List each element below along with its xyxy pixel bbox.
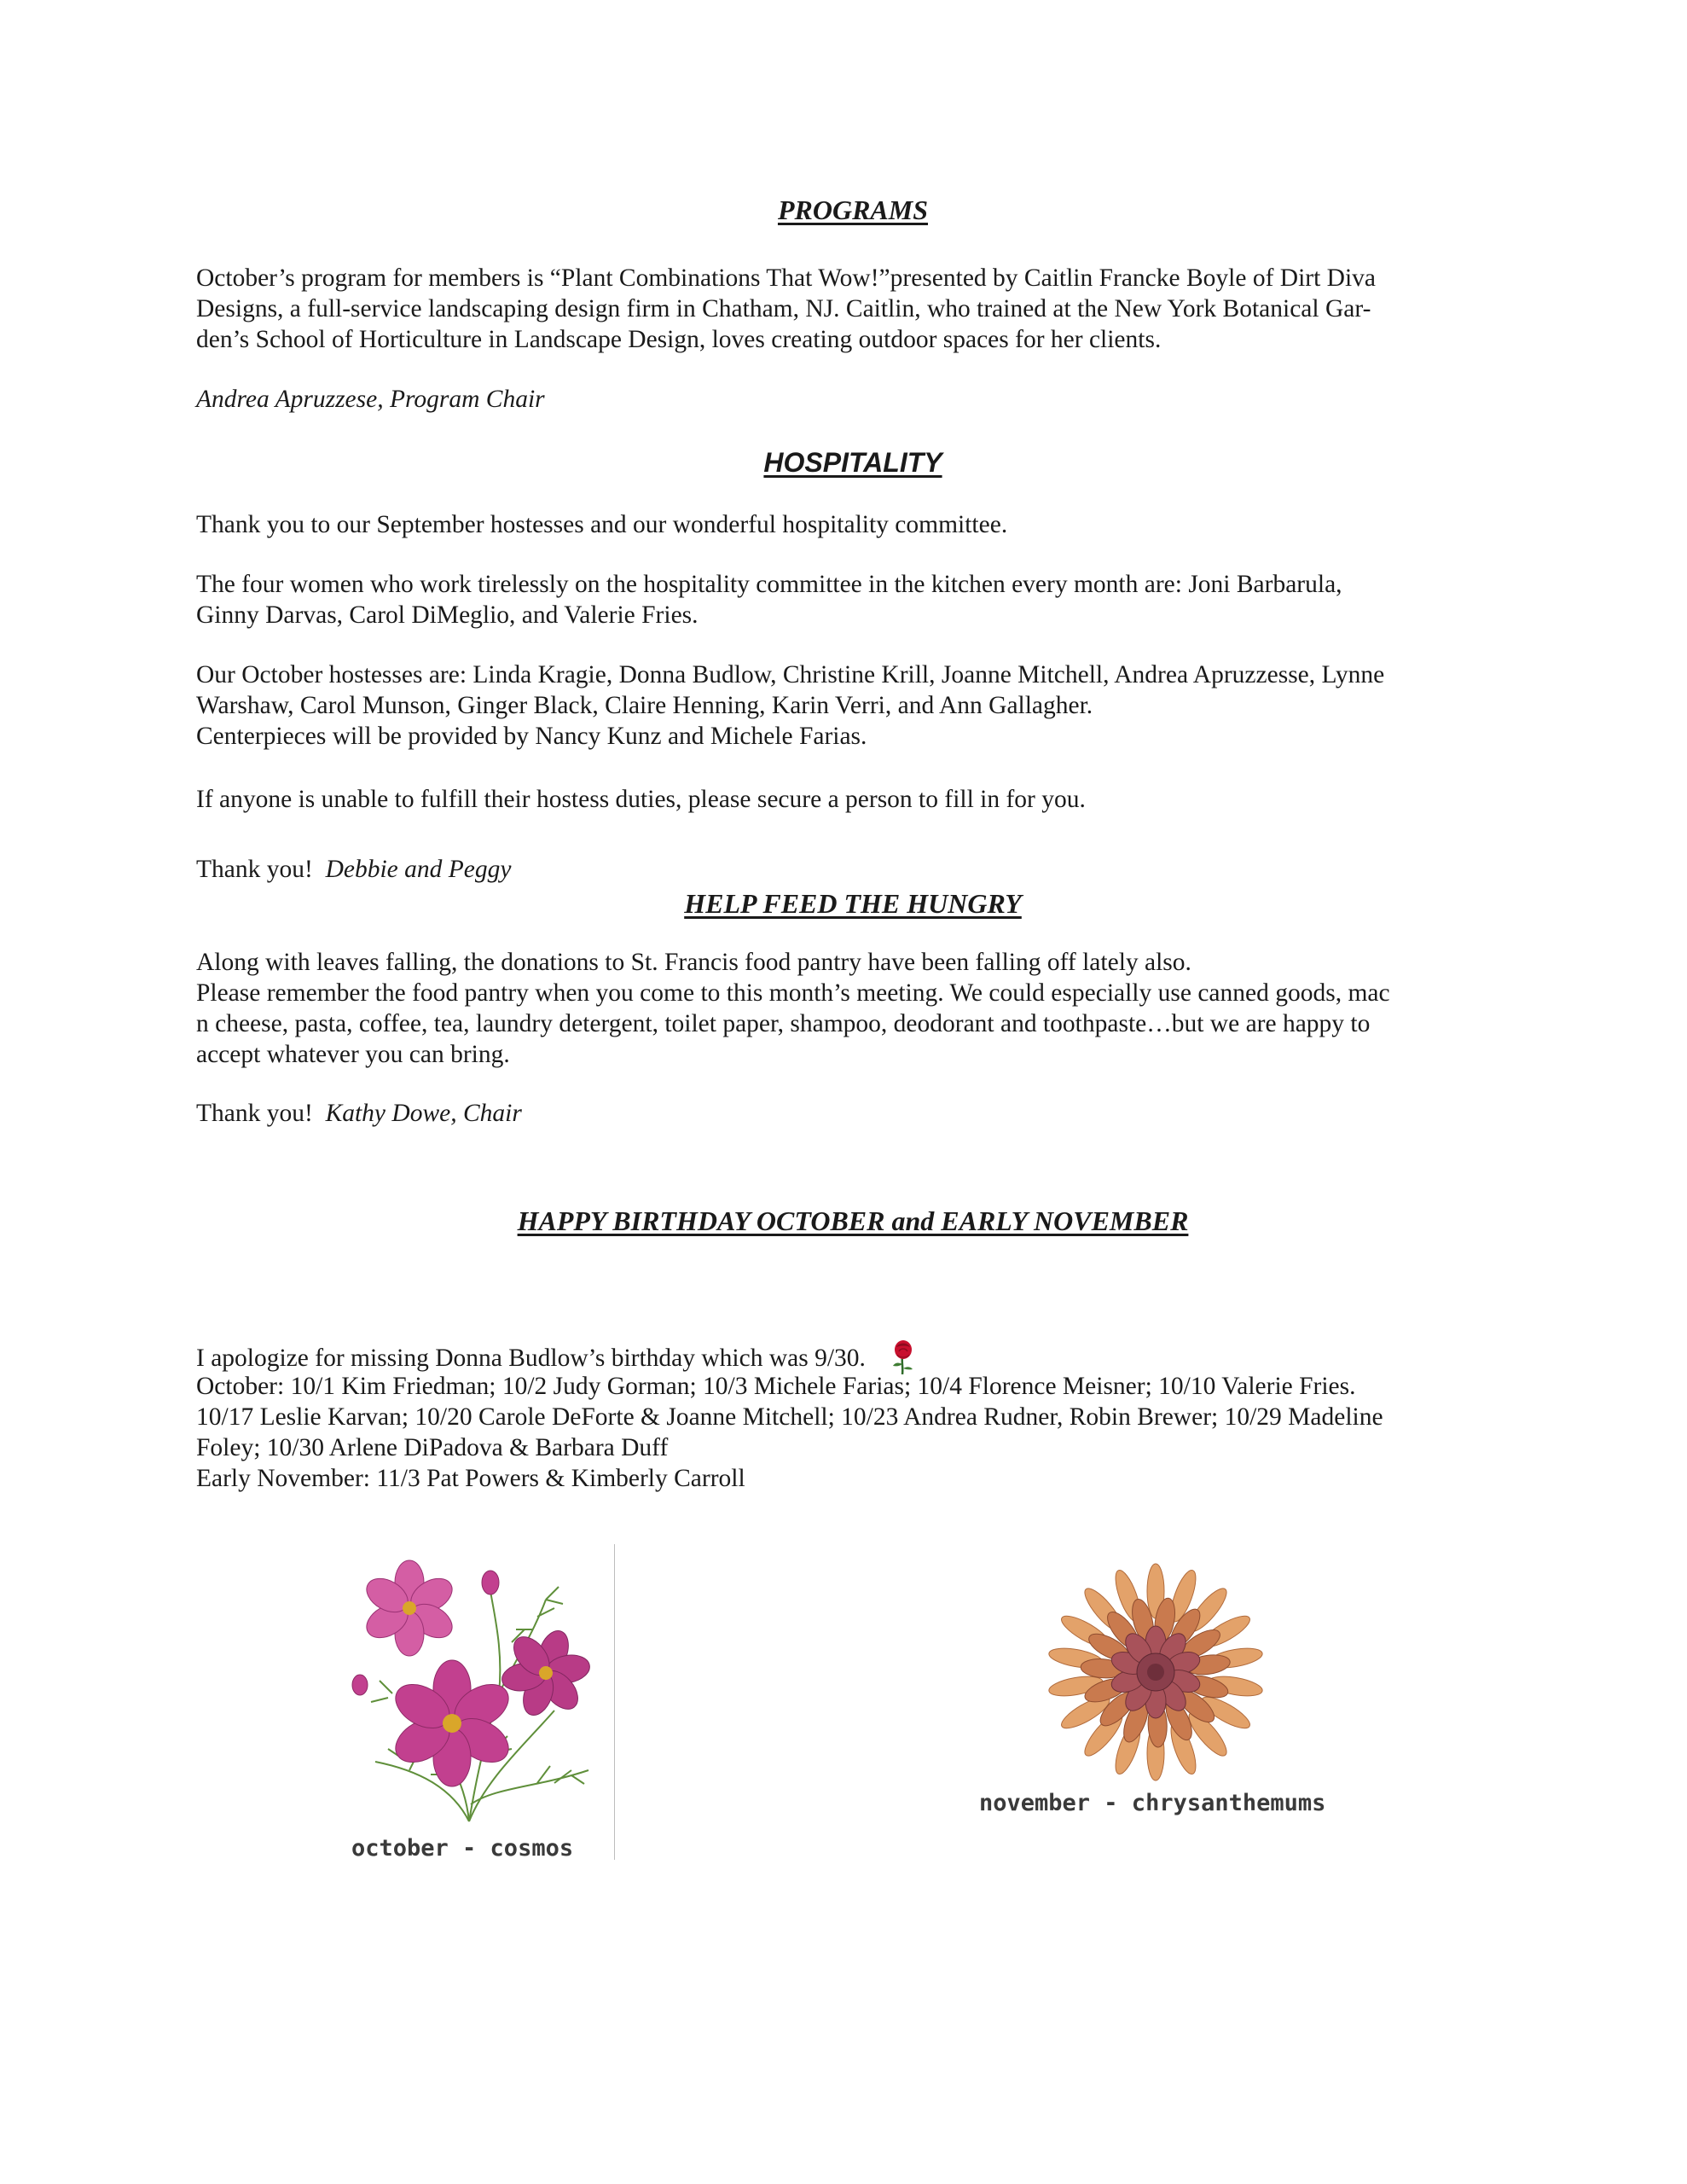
hunger-signature: Kathy Dowe, Chair <box>325 1100 522 1127</box>
birthday-list <box>196 1371 1383 1494</box>
hunger-line: n cheese, pasta, coffee, tea, laundry detergent, toilet paper, shampoo, deodorant and toothpaste…but we are happy to <box>196 1010 1371 1037</box>
birthday-line: 10/17 Leslie Karvan; 10/20 Carole DeForte & Joanne Mitchell; 10/23 Andrea Rudner, Robin Brewer; 10/29 Madeline <box>196 1403 1383 1431</box>
birthday-line: Foley; 10/30 Arlene DiPadova & Barbara Duff <box>196 1434 669 1461</box>
birthday-heading: HAPPY BIRTHDAY OCTOBER and EARLY NOVEMBER <box>517 1205 1189 1236</box>
hospitality-hostess-line: Centerpieces will be provided by Nancy Kunz and Michele Farias. <box>196 723 867 750</box>
hospitality-committee-line: The four women who work tirelessly on the hospitality committee in the kitchen every month are: Joni Barbarula, <box>196 571 1342 598</box>
hospitality-thanks: Thank you to our September hostesses and our wonderful hospitality committee. <box>196 511 1008 538</box>
programs-heading: PROGRAMS <box>777 195 929 225</box>
hunger-closing <box>196 1098 522 1129</box>
cosmos-bloom-top <box>361 1560 458 1656</box>
image-divider <box>614 1544 615 1860</box>
hospitality-request: If anyone is unable to fulfill their hostess duties, please secure a person to fill in for you. <box>196 786 1086 813</box>
october-cosmos-panel <box>341 1548 623 1873</box>
hunger-line: Along with leaves falling, the donations to St. Francis food pantry have been falling off lately also. <box>196 949 1191 976</box>
hospitality-heading: HOSPITALITY <box>763 447 942 478</box>
cosmos-bloom-large <box>388 1660 516 1786</box>
hospitality-committee-line: Ginny Darvas, Carol DiMeglio, and Valerie Fries. <box>196 601 699 629</box>
programs-line: Designs, a full-service landscaping design firm in Chatham, NJ. Caitlin, who trained at the New York Botanical Gar- <box>196 295 1371 322</box>
november-chrysanthemum-label: november - chrysanthemums <box>979 1790 1326 1816</box>
programs-paragraph <box>196 263 1376 355</box>
programs-signature: Andrea Apruzzese, Program Chair <box>196 386 545 413</box>
hunger-line: Please remember the food pantry when you come to this month’s meeting. We could especially use canned goods, mac <box>196 979 1390 1007</box>
november-chrysanthemum-panel <box>972 1561 1348 1834</box>
chrysanthemum-flower-illustration <box>972 1561 1348 1783</box>
hospitality-hostess-line: Warshaw, Carol Munson, Ginger Black, Claire Henning, Karin Verri, and Ann Gallagher. <box>196 692 1093 719</box>
birthday-line: Early November: 11/3 Pat Powers & Kimberly Carroll <box>196 1465 745 1492</box>
hunger-paragraph <box>196 947 1390 1070</box>
hospitality-signature: Debbie and Peggy <box>325 856 512 883</box>
hunger-heading: HELP FEED THE HUNGRY <box>684 888 1022 919</box>
hunger-closing-thanks: Thank you! <box>196 1100 326 1127</box>
hospitality-closing-thanks: Thank you! <box>196 856 326 883</box>
hunger-line: accept whatever you can bring. <box>196 1041 510 1068</box>
hospitality-hostesses <box>196 659 1384 752</box>
hospitality-closing <box>196 854 511 885</box>
programs-line: October’s program for members is “Plant Combinations That Wow!”presented by Caitlin Francke Boyle of Dirt Diva <box>196 264 1377 292</box>
hospitality-hostess-line: Our October hostesses are: Linda Kragie, Donna Budlow, Christine Krill, Joanne Mitchell, Andrea Apruzzesse, Lynne <box>196 661 1385 688</box>
birthday-line: October: 10/1 Kim Friedman; 10/2 Judy Gorman; 10/3 Michele Farias; 10/4 Florence Meisner; 10/10 Valerie Fries. <box>196 1373 1356 1400</box>
cosmos-flower-illustration <box>341 1548 623 1830</box>
birthday-apology: I apologize for missing Donna Budlow’s birthday which was 9/30. <box>196 1345 866 1372</box>
programs-line: den’s School of Horticulture in Landscape Design, loves creating outdoor spaces for her clients. <box>196 326 1162 353</box>
hospitality-committee <box>196 569 1342 630</box>
october-cosmos-label: october - cosmos <box>351 1835 574 1862</box>
